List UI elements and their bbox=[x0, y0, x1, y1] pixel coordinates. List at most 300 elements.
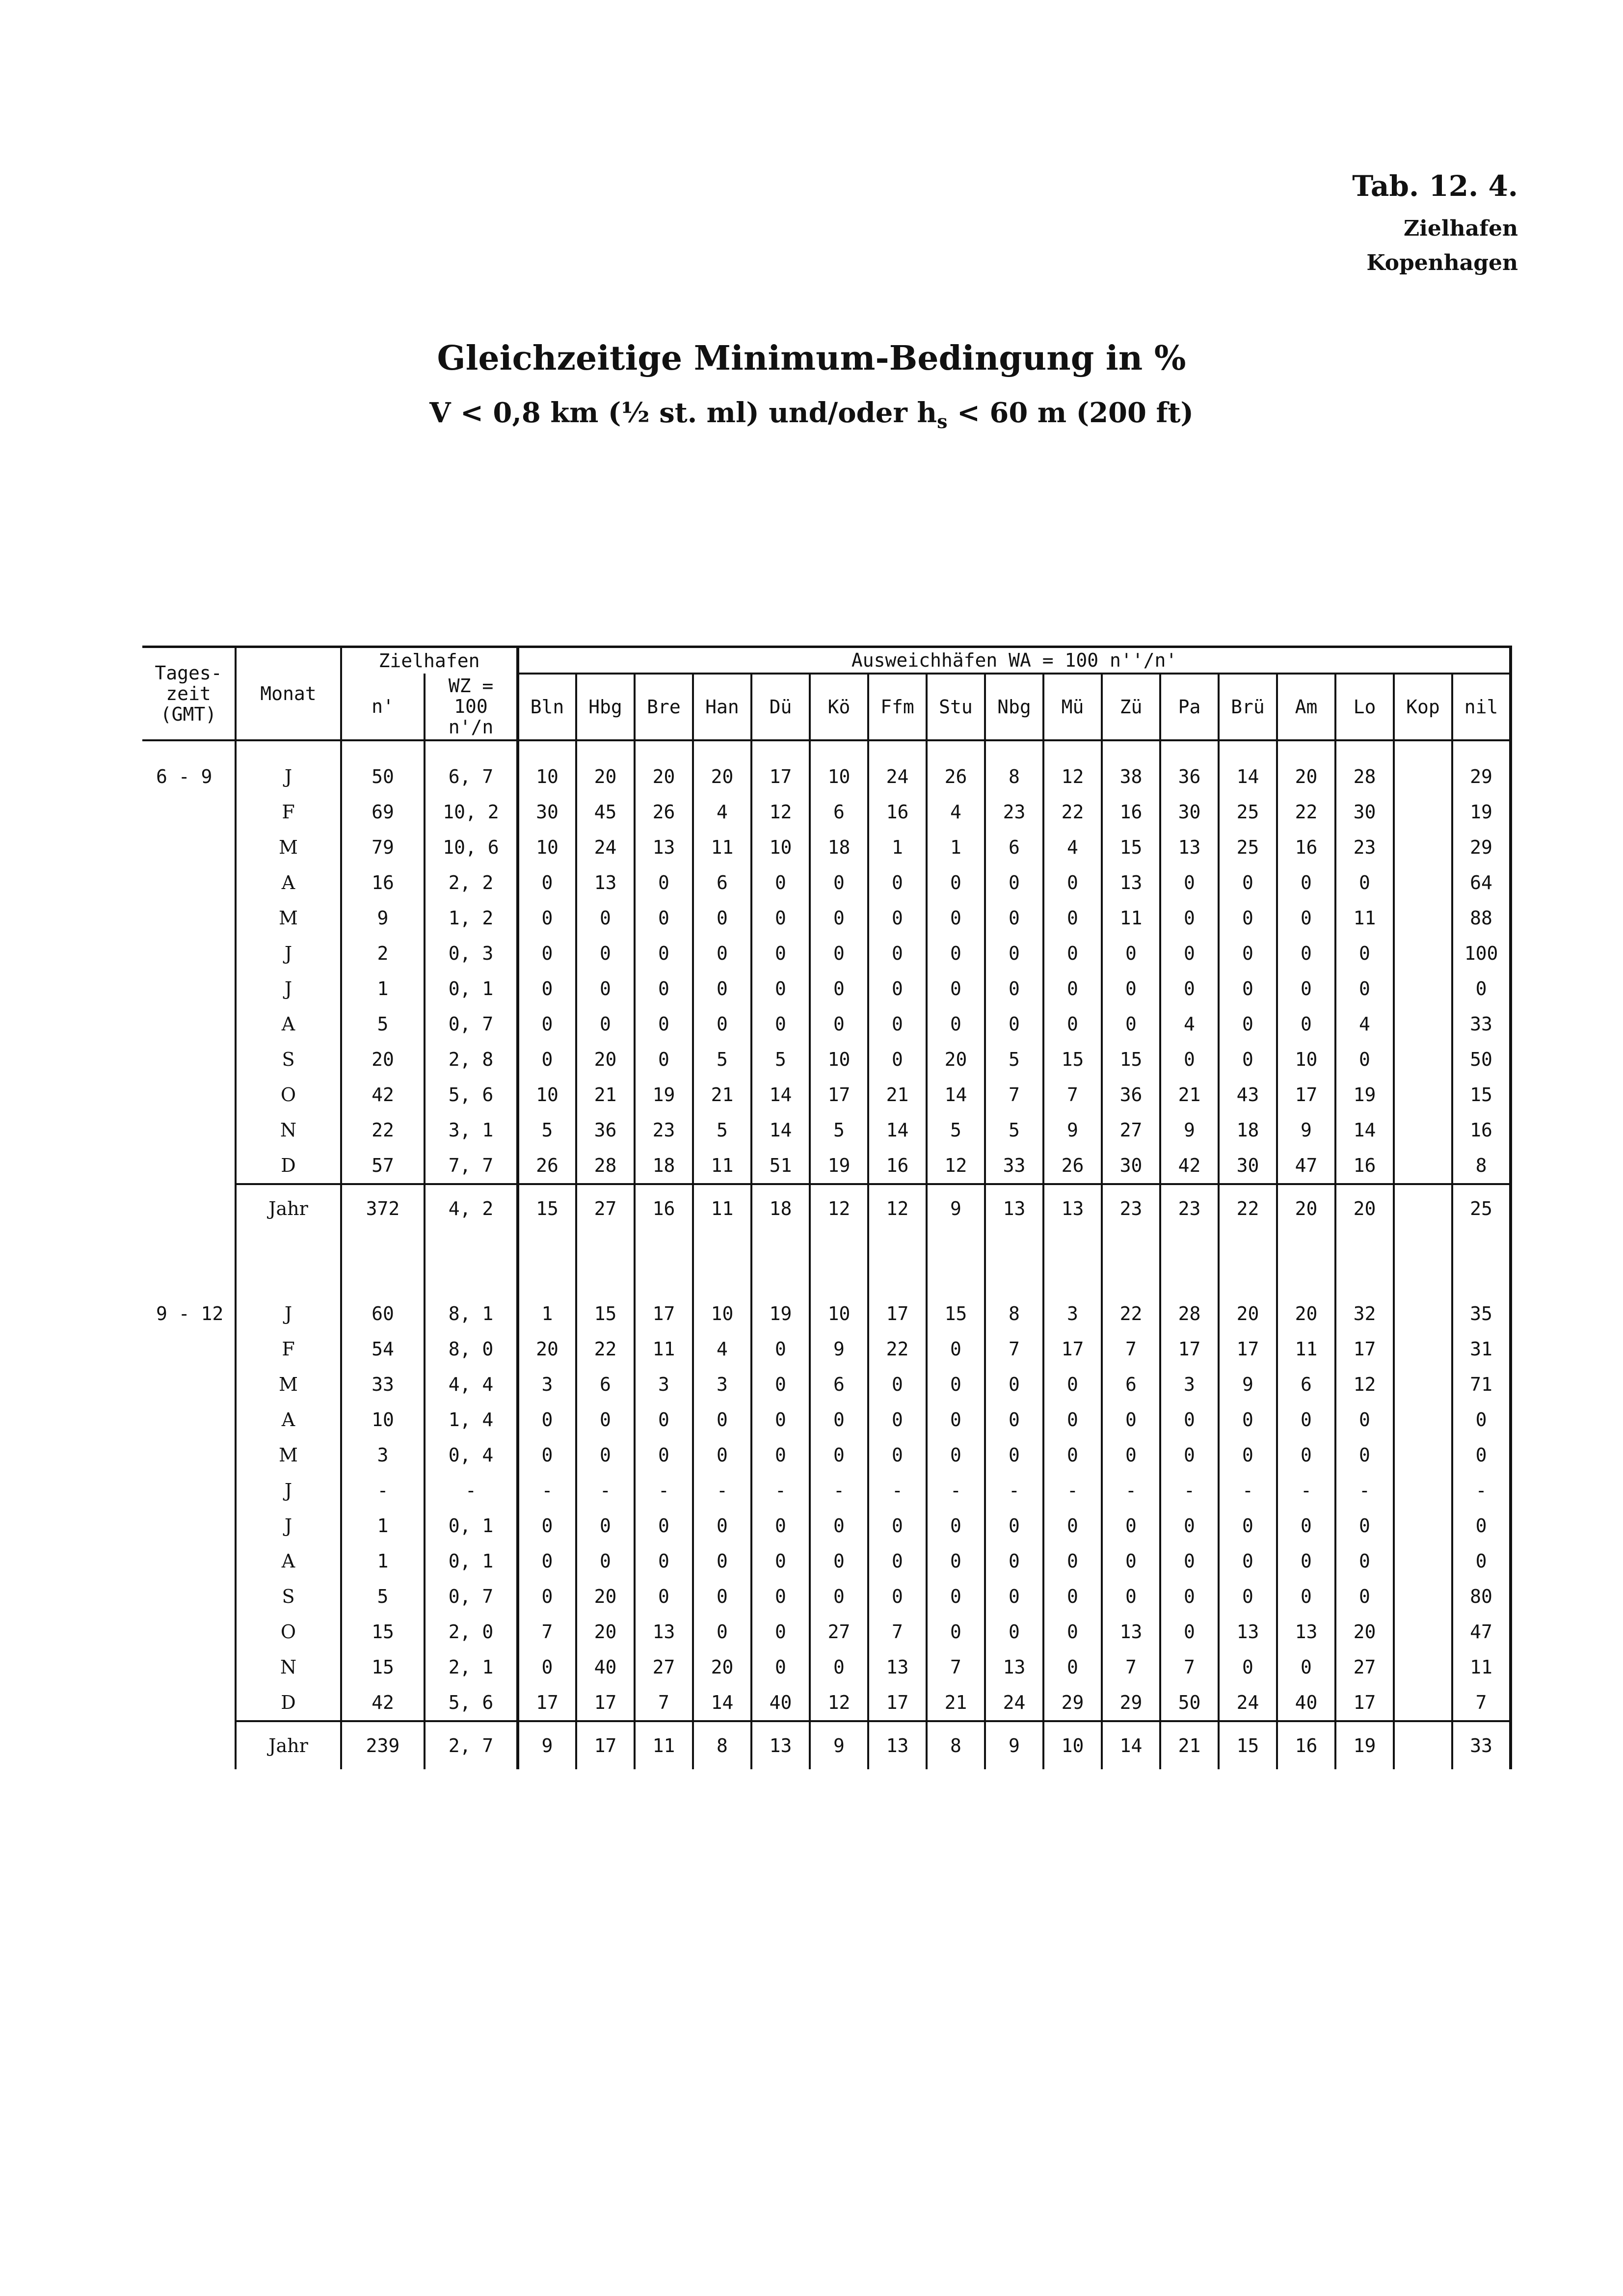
spacer-cell bbox=[1043, 740, 1102, 759]
value-cell: 0 bbox=[927, 865, 985, 900]
value-cell: 0 bbox=[927, 1579, 985, 1614]
value-cell: 16 bbox=[868, 794, 927, 830]
value-cell: 0 bbox=[810, 1402, 868, 1437]
value-cell: 0 bbox=[1219, 971, 1277, 1006]
value-cell: 0 bbox=[985, 1402, 1043, 1437]
spacer-cell bbox=[1335, 1232, 1394, 1296]
monat-cell: J bbox=[236, 1296, 341, 1331]
wz-cell: 10, 6 bbox=[425, 830, 518, 865]
value-cell: 0 bbox=[1219, 900, 1277, 936]
spacer-cell bbox=[927, 740, 985, 759]
value-cell: 0 bbox=[810, 865, 868, 900]
wz-cell: 5, 6 bbox=[425, 1685, 518, 1721]
tageszeit-cell: 9 - 12 bbox=[156, 1303, 224, 1324]
value-cell: 36 bbox=[1102, 1077, 1160, 1112]
value-cell: 0 bbox=[518, 1402, 576, 1437]
wz-cell: 2, 7 bbox=[425, 1721, 518, 1769]
spacer-cell bbox=[635, 740, 693, 759]
value-cell: 100 bbox=[1452, 936, 1511, 971]
spacer-cell bbox=[576, 1232, 635, 1296]
value-cell: 0 bbox=[1043, 1367, 1102, 1402]
value-cell: 0 bbox=[1277, 1508, 1335, 1543]
spacer-cell bbox=[142, 1232, 236, 1296]
value-cell: 0 bbox=[518, 1437, 576, 1473]
value-cell: 13 bbox=[868, 1649, 927, 1685]
value-cell: 7 bbox=[1452, 1685, 1511, 1721]
monat-cell: N bbox=[236, 1649, 341, 1685]
value-cell: 21 bbox=[1160, 1721, 1219, 1769]
table-row bbox=[142, 1614, 1511, 1649]
value-cell: 3 bbox=[635, 1367, 693, 1402]
value-cell: 15 bbox=[1102, 830, 1160, 865]
airport-header: Kö bbox=[810, 674, 868, 740]
spacer-cell bbox=[751, 740, 810, 759]
value-cell: 0 bbox=[635, 936, 693, 971]
value-cell: - bbox=[1160, 1473, 1219, 1508]
spacer-cell bbox=[236, 740, 341, 759]
value-cell bbox=[1394, 759, 1452, 794]
wz-cell: 2, 8 bbox=[425, 1042, 518, 1077]
monat-cell: M bbox=[236, 1367, 341, 1402]
value-cell: - bbox=[518, 1473, 576, 1508]
spacer-cell bbox=[1394, 740, 1452, 759]
tageszeit-cell bbox=[142, 1184, 236, 1232]
value-cell: 5 bbox=[693, 1112, 751, 1148]
value-cell: 0 bbox=[635, 900, 693, 936]
spacer-cell bbox=[341, 1232, 425, 1296]
value-cell: 12 bbox=[1335, 1367, 1394, 1402]
value-cell: 0 bbox=[1219, 936, 1277, 971]
value-cell: 0 bbox=[985, 1006, 1043, 1042]
value-cell: 0 bbox=[1219, 1508, 1277, 1543]
value-cell: 0 bbox=[810, 1437, 868, 1473]
value-cell: 8 bbox=[985, 1296, 1043, 1331]
col-wz-header: WZ = 100 n'/n bbox=[425, 674, 518, 740]
value-cell: 9 bbox=[810, 1721, 868, 1769]
n-cell: 15 bbox=[341, 1649, 425, 1685]
value-cell: 0 bbox=[1043, 1508, 1102, 1543]
value-cell: 0 bbox=[810, 971, 868, 1006]
value-cell: 0 bbox=[751, 1649, 810, 1685]
value-cell: 0 bbox=[635, 1579, 693, 1614]
value-cell bbox=[1394, 1006, 1452, 1042]
value-cell: 21 bbox=[576, 1077, 635, 1112]
value-cell: 0 bbox=[927, 900, 985, 936]
value-cell: 0 bbox=[810, 1579, 868, 1614]
value-cell: 20 bbox=[1277, 1296, 1335, 1331]
value-cell: 1 bbox=[927, 830, 985, 865]
tageszeit-cell bbox=[142, 1579, 236, 1614]
spacer-cell bbox=[1102, 740, 1160, 759]
monat-cell: D bbox=[236, 1148, 341, 1184]
value-cell: 0 bbox=[518, 1006, 576, 1042]
value-cell: 11 bbox=[635, 1331, 693, 1367]
monat-cell: Jahr bbox=[236, 1184, 341, 1232]
spacer-cell bbox=[985, 740, 1043, 759]
value-cell: 0 bbox=[985, 900, 1043, 936]
value-cell bbox=[1394, 1614, 1452, 1649]
monat-cell: O bbox=[236, 1614, 341, 1649]
value-cell: 20 bbox=[693, 759, 751, 794]
value-cell: 33 bbox=[1452, 1721, 1511, 1769]
value-cell: 23 bbox=[635, 1112, 693, 1148]
value-cell: 0 bbox=[1043, 865, 1102, 900]
value-cell: 64 bbox=[1452, 865, 1511, 900]
n-cell: 1 bbox=[341, 1508, 425, 1543]
value-cell: 0 bbox=[751, 1508, 810, 1543]
value-cell: 13 bbox=[1160, 830, 1219, 865]
value-cell: 0 bbox=[693, 1006, 751, 1042]
wz-cell: 3, 1 bbox=[425, 1112, 518, 1148]
value-cell: 24 bbox=[1219, 1685, 1277, 1721]
monat-cell: F bbox=[236, 794, 341, 830]
table-row bbox=[142, 1543, 1511, 1579]
value-cell: 0 bbox=[1102, 1508, 1160, 1543]
value-cell: 5 bbox=[518, 1112, 576, 1148]
value-cell: 0 bbox=[751, 1402, 810, 1437]
value-cell: 11 bbox=[1102, 900, 1160, 936]
value-cell: 0 bbox=[518, 1042, 576, 1077]
tageszeit-cell bbox=[142, 1473, 236, 1508]
value-cell: 17 bbox=[868, 1296, 927, 1331]
value-cell: 20 bbox=[576, 759, 635, 794]
value-cell: 0 bbox=[1277, 900, 1335, 936]
monat-cell: O bbox=[236, 1077, 341, 1112]
wz-cell: 0, 4 bbox=[425, 1437, 518, 1473]
value-cell: 0 bbox=[927, 971, 985, 1006]
value-cell: 4 bbox=[1043, 830, 1102, 865]
value-cell: 15 bbox=[1452, 1077, 1511, 1112]
value-cell: 26 bbox=[927, 759, 985, 794]
value-cell: 15 bbox=[1043, 1042, 1102, 1077]
value-cell: 11 bbox=[1277, 1331, 1335, 1367]
value-cell: 18 bbox=[751, 1184, 810, 1232]
table-row bbox=[142, 1649, 1511, 1685]
monat-cell: M bbox=[236, 900, 341, 936]
value-cell bbox=[1394, 1184, 1452, 1232]
value-cell: 33 bbox=[985, 1148, 1043, 1184]
value-cell: 0 bbox=[1219, 1649, 1277, 1685]
value-cell: 0 bbox=[985, 1543, 1043, 1579]
tageszeit-cell bbox=[142, 1721, 236, 1769]
n-cell: 10 bbox=[341, 1402, 425, 1437]
monat-cell: J bbox=[236, 1508, 341, 1543]
table-row bbox=[142, 1402, 1511, 1437]
value-cell: 0 bbox=[1277, 1543, 1335, 1579]
value-cell: 17 bbox=[576, 1721, 635, 1769]
value-cell: 50 bbox=[1160, 1685, 1219, 1721]
wz-cell: 2, 0 bbox=[425, 1614, 518, 1649]
value-cell: 0 bbox=[1452, 1508, 1511, 1543]
value-cell: - bbox=[927, 1473, 985, 1508]
value-cell: 0 bbox=[1160, 971, 1219, 1006]
value-cell: 13 bbox=[1219, 1614, 1277, 1649]
value-cell: 7 bbox=[985, 1077, 1043, 1112]
n-cell: 1 bbox=[341, 971, 425, 1006]
value-cell: 27 bbox=[635, 1649, 693, 1685]
n-cell: 22 bbox=[341, 1112, 425, 1148]
value-cell: 0 bbox=[1452, 1402, 1511, 1437]
value-cell: 9 bbox=[1277, 1112, 1335, 1148]
n-cell: 5 bbox=[341, 1006, 425, 1042]
airport-header: Zü bbox=[1102, 674, 1160, 740]
value-cell: 0 bbox=[1452, 1543, 1511, 1579]
spacer-cell bbox=[810, 1232, 868, 1296]
value-cell: 0 bbox=[1335, 865, 1394, 900]
spacer-cell bbox=[1277, 1232, 1335, 1296]
value-cell: 0 bbox=[1043, 1402, 1102, 1437]
wz-cell: 0, 7 bbox=[425, 1579, 518, 1614]
tageszeit-cell bbox=[142, 1508, 236, 1543]
value-cell: 5 bbox=[985, 1042, 1043, 1077]
value-cell: 0 bbox=[576, 1402, 635, 1437]
value-cell: 17 bbox=[576, 1685, 635, 1721]
value-cell: 13 bbox=[1102, 1614, 1160, 1649]
value-cell: 9 bbox=[810, 1331, 868, 1367]
page-title: Gleichzeitige Minimum-Bedingung in % bbox=[437, 339, 1186, 378]
tageszeit-cell bbox=[142, 900, 236, 936]
value-cell: 0 bbox=[1102, 1402, 1160, 1437]
airport-header: Am bbox=[1277, 674, 1335, 740]
value-cell bbox=[1394, 1042, 1452, 1077]
value-cell: 12 bbox=[927, 1148, 985, 1184]
minimum-condition-table bbox=[142, 646, 1509, 1769]
value-cell: 0 bbox=[1102, 1543, 1160, 1579]
value-cell: 6 bbox=[1277, 1367, 1335, 1402]
wz-cell: 0, 7 bbox=[425, 1006, 518, 1042]
value-cell: 0 bbox=[751, 1614, 810, 1649]
value-cell: 0 bbox=[868, 936, 927, 971]
value-cell: 0 bbox=[751, 1543, 810, 1579]
tageszeit-cell bbox=[142, 971, 236, 1006]
value-cell: 0 bbox=[693, 900, 751, 936]
value-cell: 0 bbox=[1277, 1437, 1335, 1473]
value-cell: 0 bbox=[751, 1331, 810, 1367]
wz-cell: 10, 2 bbox=[425, 794, 518, 830]
value-cell: 0 bbox=[1277, 1649, 1335, 1685]
value-cell: 14 bbox=[1335, 1112, 1394, 1148]
value-cell: 8 bbox=[1452, 1148, 1511, 1184]
tageszeit-cell bbox=[142, 1543, 236, 1579]
target-port-city: Kopenhagen bbox=[1366, 250, 1518, 275]
airport-header: Bln bbox=[518, 674, 576, 740]
value-cell: 7 bbox=[868, 1614, 927, 1649]
value-cell: 19 bbox=[810, 1148, 868, 1184]
value-cell: 7 bbox=[518, 1614, 576, 1649]
monat-cell: S bbox=[236, 1579, 341, 1614]
table-row bbox=[142, 794, 1511, 830]
value-cell: - bbox=[635, 1473, 693, 1508]
value-cell: 7 bbox=[1102, 1649, 1160, 1685]
monat-cell: J bbox=[236, 936, 341, 971]
annual-total-row bbox=[142, 1184, 1511, 1232]
value-cell: 0 bbox=[751, 1437, 810, 1473]
value-cell: 24 bbox=[576, 830, 635, 865]
table-row bbox=[142, 1579, 1511, 1614]
value-cell: 0 bbox=[1335, 936, 1394, 971]
monat-cell: A bbox=[236, 865, 341, 900]
value-cell: 15 bbox=[927, 1296, 985, 1331]
value-cell: 0 bbox=[1277, 1006, 1335, 1042]
value-cell: 23 bbox=[1160, 1184, 1219, 1232]
value-cell: 12 bbox=[751, 794, 810, 830]
value-cell: 22 bbox=[1102, 1296, 1160, 1331]
value-cell bbox=[1394, 1508, 1452, 1543]
value-cell: 6 bbox=[1102, 1367, 1160, 1402]
value-cell: 28 bbox=[1160, 1296, 1219, 1331]
value-cell: 0 bbox=[693, 1508, 751, 1543]
value-cell: 25 bbox=[1452, 1184, 1511, 1232]
value-cell: 0 bbox=[985, 1367, 1043, 1402]
n-cell: 54 bbox=[341, 1331, 425, 1367]
value-cell: 88 bbox=[1452, 900, 1511, 936]
airport-header: Ffm bbox=[868, 674, 927, 740]
value-cell: 19 bbox=[1335, 1077, 1394, 1112]
value-cell: 30 bbox=[518, 794, 576, 830]
value-cell: 0 bbox=[927, 1367, 985, 1402]
spacer-cell bbox=[1452, 1232, 1511, 1296]
value-cell: 11 bbox=[1335, 900, 1394, 936]
spacer-cell bbox=[518, 740, 576, 759]
value-cell: 6 bbox=[576, 1367, 635, 1402]
value-cell: 17 bbox=[751, 759, 810, 794]
value-cell: 17 bbox=[810, 1077, 868, 1112]
airport-header: Bre bbox=[635, 674, 693, 740]
value-cell: 0 bbox=[1102, 1437, 1160, 1473]
spacer-cell bbox=[425, 740, 518, 759]
spacer-cell bbox=[1043, 1232, 1102, 1296]
spacer-cell bbox=[868, 740, 927, 759]
table-row bbox=[142, 1473, 1511, 1508]
value-cell: 42 bbox=[1160, 1148, 1219, 1184]
value-cell: 7 bbox=[1160, 1649, 1219, 1685]
value-cell: 1 bbox=[868, 830, 927, 865]
spacer-cell bbox=[341, 740, 425, 759]
value-cell: 0 bbox=[635, 1508, 693, 1543]
monat-cell: A bbox=[236, 1006, 341, 1042]
value-cell: 0 bbox=[1335, 1437, 1394, 1473]
value-cell: 0 bbox=[1160, 865, 1219, 900]
value-cell: 8 bbox=[927, 1721, 985, 1769]
col-monat-header: Monat bbox=[236, 647, 341, 741]
value-cell: 20 bbox=[1277, 759, 1335, 794]
value-cell: 20 bbox=[1335, 1614, 1394, 1649]
value-cell: 5 bbox=[985, 1112, 1043, 1148]
value-cell: 4 bbox=[1160, 1006, 1219, 1042]
table-body bbox=[142, 740, 1511, 1769]
value-cell: 0 bbox=[1160, 1579, 1219, 1614]
value-cell bbox=[1394, 1685, 1452, 1721]
value-cell: 0 bbox=[810, 1543, 868, 1579]
value-cell: 10 bbox=[1277, 1042, 1335, 1077]
table-row bbox=[142, 865, 1511, 900]
value-cell: 0 bbox=[1277, 971, 1335, 1006]
n-cell: 2 bbox=[341, 936, 425, 971]
value-cell: 21 bbox=[1160, 1077, 1219, 1112]
value-cell: 16 bbox=[1102, 794, 1160, 830]
value-cell: 0 bbox=[635, 1402, 693, 1437]
table-row bbox=[142, 900, 1511, 936]
value-cell: 30 bbox=[1160, 794, 1219, 830]
monat-cell: J bbox=[236, 759, 341, 794]
value-cell: 0 bbox=[1160, 900, 1219, 936]
value-cell bbox=[1394, 1402, 1452, 1437]
value-cell: 40 bbox=[751, 1685, 810, 1721]
value-cell: 20 bbox=[1335, 1184, 1394, 1232]
value-cell: 5 bbox=[693, 1042, 751, 1077]
value-cell: 20 bbox=[635, 759, 693, 794]
value-cell: 28 bbox=[1335, 759, 1394, 794]
value-cell: 0 bbox=[1043, 1649, 1102, 1685]
value-cell: 0 bbox=[1043, 1543, 1102, 1579]
value-cell: - bbox=[1102, 1473, 1160, 1508]
value-cell bbox=[1394, 1721, 1452, 1769]
value-cell: 0 bbox=[927, 936, 985, 971]
value-cell: 0 bbox=[518, 936, 576, 971]
value-cell: 9 bbox=[1160, 1112, 1219, 1148]
value-cell: 11 bbox=[693, 1184, 751, 1232]
col-ausweich-header: Ausweichhäfen WA = 100 n''/n' bbox=[518, 647, 1511, 674]
value-cell: 18 bbox=[810, 830, 868, 865]
table-row bbox=[142, 936, 1511, 971]
value-cell: - bbox=[1043, 1473, 1102, 1508]
tageszeit-cell bbox=[142, 1649, 236, 1685]
tageszeit-cell bbox=[142, 1367, 236, 1402]
annual-total-row bbox=[142, 1721, 1511, 1769]
value-cell: 0 bbox=[1277, 1402, 1335, 1437]
monat-cell: J bbox=[236, 971, 341, 1006]
table-row bbox=[142, 830, 1511, 865]
value-cell: 0 bbox=[751, 865, 810, 900]
value-cell: 18 bbox=[635, 1148, 693, 1184]
value-cell: 0 bbox=[576, 1543, 635, 1579]
value-cell: 17 bbox=[1219, 1331, 1277, 1367]
value-cell: 0 bbox=[518, 1649, 576, 1685]
value-cell: 0 bbox=[985, 1508, 1043, 1543]
value-cell: 27 bbox=[1102, 1112, 1160, 1148]
value-cell: 0 bbox=[1160, 936, 1219, 971]
value-cell bbox=[1394, 1437, 1452, 1473]
value-cell: 14 bbox=[693, 1685, 751, 1721]
value-cell: 0 bbox=[693, 1402, 751, 1437]
n-cell: 20 bbox=[341, 1042, 425, 1077]
wz-cell: 8, 0 bbox=[425, 1331, 518, 1367]
value-cell: 6 bbox=[810, 1367, 868, 1402]
table-row bbox=[142, 971, 1511, 1006]
value-cell: 0 bbox=[810, 936, 868, 971]
value-cell: 20 bbox=[576, 1579, 635, 1614]
value-cell: 15 bbox=[1219, 1721, 1277, 1769]
value-cell: 0 bbox=[1219, 1579, 1277, 1614]
value-cell: 23 bbox=[985, 794, 1043, 830]
value-cell: 0 bbox=[576, 1006, 635, 1042]
value-cell: 20 bbox=[576, 1042, 635, 1077]
value-cell: 10 bbox=[810, 1042, 868, 1077]
header-row-sub bbox=[142, 674, 1511, 740]
n-cell: 239 bbox=[341, 1721, 425, 1769]
value-cell: 0 bbox=[1452, 1437, 1511, 1473]
value-cell: 0 bbox=[868, 1508, 927, 1543]
value-cell: 11 bbox=[693, 830, 751, 865]
airport-header: Brü bbox=[1219, 674, 1277, 740]
value-cell: 0 bbox=[1160, 1614, 1219, 1649]
value-cell: 0 bbox=[518, 1508, 576, 1543]
value-cell: 15 bbox=[518, 1184, 576, 1232]
value-cell: 0 bbox=[693, 1579, 751, 1614]
value-cell: 0 bbox=[1219, 1437, 1277, 1473]
tageszeit-cell bbox=[142, 865, 236, 900]
value-cell: 29 bbox=[1043, 1685, 1102, 1721]
